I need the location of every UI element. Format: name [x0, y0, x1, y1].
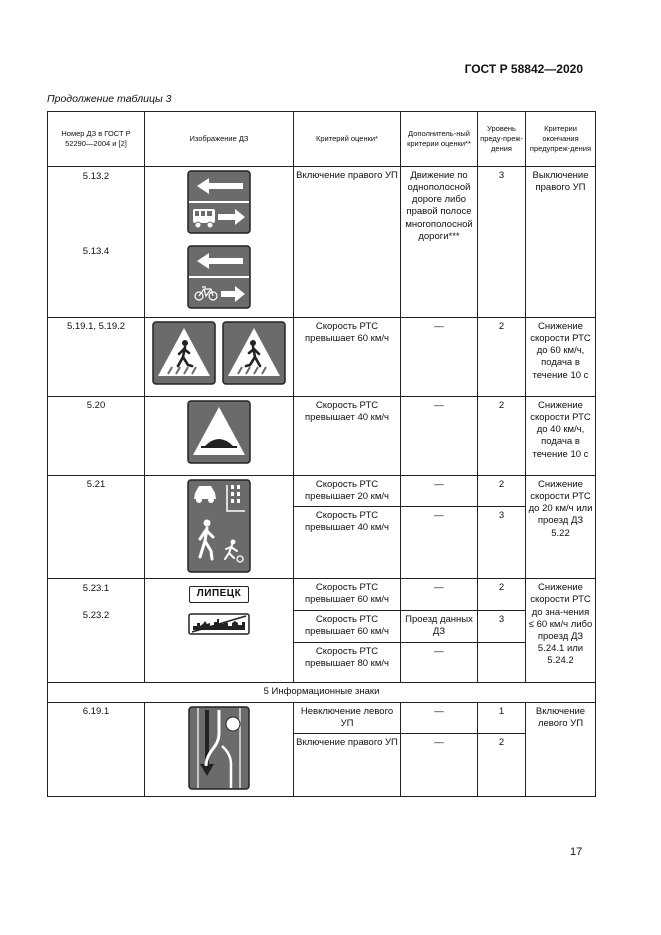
criterion-cell	[294, 733, 401, 796]
criterion-cell	[294, 642, 401, 682]
warning-level-cell	[478, 507, 526, 579]
residential-zone-sign-icon	[187, 479, 251, 573]
end-criteria-cell	[526, 318, 596, 397]
criterion-text: Скорость РТС превышает 40 км/ч	[305, 510, 389, 534]
sign-image-cell	[145, 702, 294, 796]
warning-level-cell	[478, 702, 526, 733]
criterion-cell	[294, 318, 401, 397]
criterion-cell	[294, 167, 401, 318]
section-title: 5 Информационные знаки	[48, 682, 596, 702]
sign-number-cell	[48, 397, 145, 476]
criterion-cell	[294, 579, 401, 611]
warning-level-text: 3	[498, 614, 505, 626]
sign-number: 6.19.1	[82, 705, 110, 717]
additional-criterion-cell	[401, 702, 478, 733]
sign-image-cell	[145, 318, 294, 397]
additional-criterion-text: —	[434, 645, 444, 657]
sign-number: 5.13.4	[82, 246, 110, 258]
additional-criterion-text: —	[434, 582, 444, 594]
criterion-text: Скорость РТС превышает 60 км/ч	[305, 321, 389, 345]
end-criteria-cell	[526, 702, 596, 796]
lane-change-direction-sign-icon	[188, 706, 250, 790]
header-sign-image: Изображение ДЗ	[145, 112, 294, 167]
additional-criterion-cell	[401, 318, 478, 397]
header-additional-criterion: Дополнитель-ный критерии оценки**	[401, 112, 478, 167]
additional-criterion-cell	[401, 579, 478, 611]
additional-criterion-cell	[401, 476, 478, 507]
warning-level-text: 2	[498, 321, 505, 332]
sign-number-cell	[48, 476, 145, 579]
end-criteria-cell	[526, 167, 596, 318]
warning-level-cell	[478, 611, 526, 642]
additional-criterion-text: —	[434, 321, 444, 332]
sign-image-cell	[145, 397, 294, 476]
criterion-text: Включение правого УП	[296, 736, 398, 748]
header-criterion: Критерий оценки*	[294, 112, 401, 167]
table-row	[48, 318, 596, 397]
additional-criterion-cell	[401, 167, 478, 318]
page-number: 17	[570, 846, 583, 858]
sign-number: 5.23.1	[82, 583, 110, 595]
additional-criterion-cell	[401, 507, 478, 579]
additional-criterion-cell	[401, 611, 478, 642]
end-criteria-text: Снижение скорости РТС до зна-чения ≤ 60 км/ч либо проезд ДЗ 5.24.1 или 5.24.2	[528, 582, 593, 667]
additional-criterion-text: —	[434, 479, 444, 490]
table-continuation-caption: Продолжение таблицы 3	[47, 93, 172, 105]
end-criteria-cell	[526, 579, 596, 682]
criterion-text: Включение правого УП	[296, 170, 398, 181]
header-warning-level: Уровень преду-преж-дения	[478, 112, 526, 167]
criterion-cell	[294, 702, 401, 733]
warning-level-cell	[478, 397, 526, 476]
criterion-text: Скорость РТС превышает 20 км/ч	[305, 479, 389, 503]
section-row	[48, 682, 596, 702]
criterion-cell	[294, 397, 401, 476]
criterion-cell	[294, 476, 401, 507]
additional-criterion-text: —	[434, 736, 444, 748]
sign-number: 5.13.2	[82, 171, 110, 182]
sign-number-cell	[48, 318, 145, 397]
end-criteria-text: Включение левого УП	[535, 705, 586, 729]
end-criteria-text: Снижение скорости РТС до 60 км/ч, подача в течение 10 с	[530, 321, 591, 381]
city-end-sign-icon	[188, 613, 250, 635]
warning-level-cell	[478, 318, 526, 397]
table-row	[48, 167, 596, 318]
sign-image-cell	[145, 579, 294, 682]
criterion-text: Скорость РТС превышает 80 км/ч	[305, 645, 389, 669]
warning-level-cell	[478, 579, 526, 611]
criterion-text: Скорость РТС превышает 40 км/ч	[305, 400, 389, 424]
end-criteria-text: Выключение правого УП	[532, 170, 589, 194]
sign-number: 5.20	[86, 400, 106, 411]
warning-level-text: 1	[498, 705, 505, 717]
warning-level-text: 2	[498, 479, 505, 490]
sign-number: 5.23.2	[82, 610, 110, 622]
additional-criterion-cell	[401, 397, 478, 476]
warning-level-text: 3	[498, 510, 505, 522]
criterion-cell	[294, 507, 401, 579]
signs-table	[47, 111, 596, 797]
end-criteria-text: Снижение скорости РТС до 20 км/ч или проезд ДЗ 5.22	[528, 479, 593, 539]
table-row	[48, 579, 596, 611]
speed-bump-sign-icon	[187, 400, 251, 464]
standard-number: ГОСТ Р 58842—2020	[464, 62, 583, 76]
table-row	[48, 397, 596, 476]
pedestrian-crossing-signs-icon	[152, 321, 286, 385]
warning-level-text: 2	[498, 736, 505, 748]
additional-criterion-cell	[401, 642, 478, 682]
end-criteria-cell	[526, 397, 596, 476]
sign-image-cell	[145, 476, 294, 579]
additional-criterion-cell	[401, 733, 478, 796]
criterion-text: Невключение левого УП	[300, 705, 394, 729]
sign-number-cell	[48, 167, 145, 318]
warning-level-cell	[478, 642, 526, 682]
additional-criterion-text: —	[434, 510, 444, 522]
additional-criterion-text: Проезд данных ДЗ	[405, 614, 473, 638]
warning-level-text: 3	[498, 170, 505, 181]
sign-number-cell	[48, 579, 145, 682]
lane-change-bus-sign-icon	[187, 170, 251, 312]
sign-number: 5.21	[86, 479, 106, 490]
sign-image-cell	[145, 167, 294, 318]
warning-level-text: 2	[498, 400, 505, 411]
criterion-cell	[294, 611, 401, 642]
end-criteria-text: Снижение скорости РТС до 40 км/ч, подача в течение 10 с	[530, 400, 591, 460]
criterion-text: Скорость РТС превышает 60 км/ч	[305, 614, 389, 638]
city-name-sign: ЛИПЕЦК	[189, 586, 249, 603]
sign-number-cell	[48, 702, 145, 796]
header-sign-number: Номер ДЗ в ГОСТ Р 52290—2004 и [2]	[48, 112, 145, 167]
table-row	[48, 702, 596, 733]
sign-number: 5.19.1, 5.19.2	[66, 321, 126, 332]
header-end-criteria: Критерии окончания предупреж-дения	[526, 112, 596, 167]
end-criteria-cell	[526, 476, 596, 579]
criterion-text: Скорость РТС превышает 60 км/ч	[305, 582, 389, 606]
warning-level-text: 2	[498, 582, 505, 594]
warning-level-cell	[478, 476, 526, 507]
warning-level-cell	[478, 733, 526, 796]
table-header-row	[48, 112, 596, 167]
table-row	[48, 476, 596, 507]
warning-level-cell	[478, 167, 526, 318]
additional-criterion-text: —	[434, 400, 444, 411]
additional-criterion-text: —	[434, 705, 444, 717]
additional-criterion-text: Движение по однополосной дороге либо правой полосе многополосной дороги***	[405, 170, 473, 242]
